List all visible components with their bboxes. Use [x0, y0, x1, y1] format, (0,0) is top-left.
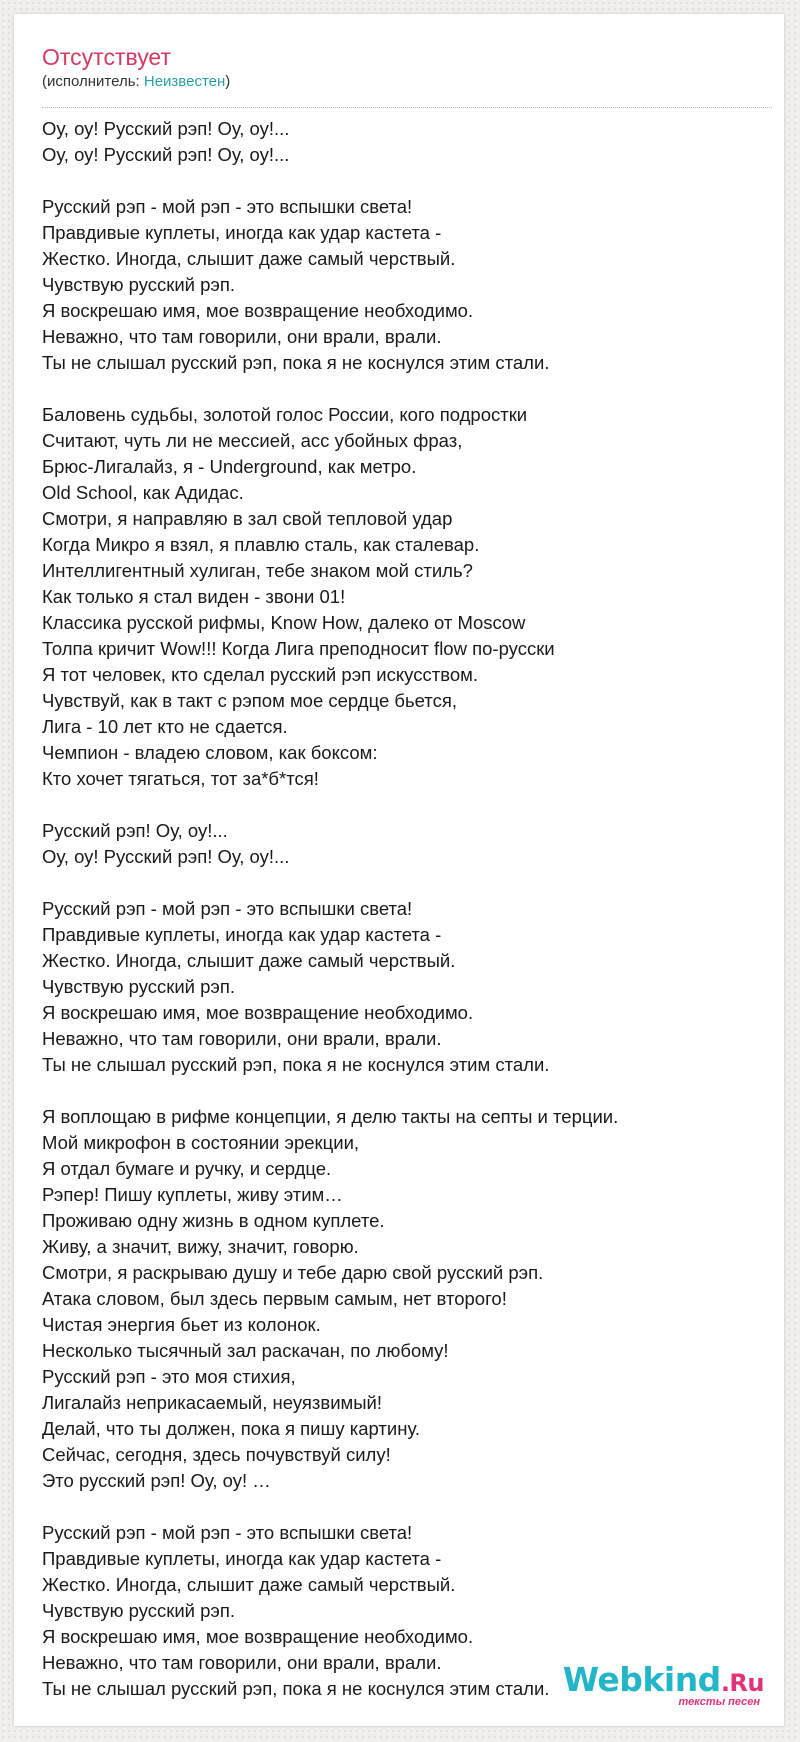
lyric-line: Old School, как Адидас. [42, 482, 244, 503]
lyric-line: Ты не слышал русский рэп, пока я не коснулся этим стали. [42, 1054, 550, 1075]
watermark-tagline: тексты песен [678, 1696, 760, 1708]
song-title: Отсутствует [42, 44, 171, 70]
lyric-line: Ты не слышал русский рэп, пока я не коснулся этим стали. [42, 1678, 550, 1699]
song-header [42, 42, 772, 92]
lyric-line: Русский рэп! Оу, оу!... [42, 820, 228, 841]
lyric-line: Правдивые куплеты, иногда как удар кастета - [42, 924, 442, 945]
lyric-line: Классика русской рифмы, Know How, далеко от Moscow [42, 612, 526, 633]
lyrics-card [14, 14, 784, 1726]
site-watermark [562, 1660, 764, 1708]
lyric-line: Русский рэп - это моя стихия, [42, 1366, 296, 1387]
lyric-line: Это русский рэп! Оу, оу! … [42, 1470, 271, 1491]
lyric-line: Я воскрешаю имя, мое возвращение необходимо. [42, 1002, 474, 1023]
lyric-line: Ты не слышал русский рэп, пока я не коснулся этим стали. [42, 352, 550, 373]
lyrics-stanza [42, 1104, 782, 1494]
lyric-line: Баловень судьбы, золотой голос России, кого подростки [42, 404, 528, 425]
lyric-line: Чистая энергия бьет из колонок. [42, 1314, 321, 1335]
header-divider [42, 107, 772, 108]
lyric-line: Жестко. Иногда, слышит даже самый черствый. [42, 248, 456, 269]
lyric-line: Чувствуй, как в такт с рэпом мое сердце бьется, [42, 690, 457, 711]
lyric-line: Чувствую русский рэп. [42, 1600, 236, 1621]
lyric-line: Смотри, я раскрываю душу и тебе дарю свой русский рэп. [42, 1262, 544, 1283]
lyric-line: Русский рэп - мой рэп - это вспышки света! [42, 1522, 413, 1543]
lyric-line: Я воскрешаю имя, мое возвращение необходимо. [42, 300, 474, 321]
lyric-line: Лигалайз неприкасаемый, неуязвимый! [42, 1392, 383, 1413]
lyric-line: Чувствую русский рэп. [42, 976, 236, 997]
lyric-line: Мой микрофон в состоянии эрекции, [42, 1132, 360, 1153]
lyric-line: Я воплощаю в рифме концепции, я делю такты на септы и терции. [42, 1106, 619, 1127]
lyric-line: Интеллигентный хулиган, тебе знаком мой стиль? [42, 560, 473, 581]
watermark-brand: Webkind [562, 1660, 721, 1699]
lyrics-stanza [42, 402, 782, 792]
lyric-line: Когда Микро я взял, я плавлю сталь, как сталевар. [42, 534, 480, 555]
lyric-line: Сейчас, сегодня, здесь почувствуй силу! [42, 1444, 391, 1465]
lyric-line: Кто хочет тягаться, тот за*б*тся! [42, 768, 319, 789]
lyric-line: Русский рэп - мой рэп - это вспышки света! [42, 196, 413, 217]
lyric-line: Атака словом, был здесь первым самым, нет второго! [42, 1288, 507, 1309]
watermark-logo [562, 1660, 764, 1699]
lyrics-stanza [42, 194, 782, 376]
lyric-line: Я тот человек, кто сделал русский рэп искусством. [42, 664, 478, 685]
lyric-line: Оу, оу! Русский рэп! Оу, оу!... [42, 846, 290, 867]
lyric-line: Чувствую русский рэп. [42, 274, 236, 295]
lyric-line: Несколько тысячный зал раскачан, по любому! [42, 1340, 449, 1361]
lyric-line: Неважно, что там говорили, они врали, врали. [42, 1028, 442, 1049]
lyric-line: Считают, чуть ли не мессией, асс убойных фраз, [42, 430, 463, 451]
lyric-line: Толпа кричит Wow!!! Когда Лига преподносит flow по-русски [42, 638, 555, 659]
lyric-line: Проживаю одну жизнь в одном куплете. [42, 1210, 385, 1231]
lyric-line: Правдивые куплеты, иногда как удар кастета - [42, 222, 442, 243]
artist-link[interactable]: Неизвестен [143, 73, 226, 90]
lyric-line: Смотри, я направляю в зал свой тепловой удар [42, 508, 453, 529]
lyric-line: Брюс-Лигалайз, я - Underground, как метро. [42, 456, 417, 477]
lyrics-stanza [42, 818, 782, 870]
artist-suffix: ) [225, 73, 231, 90]
artist-line [42, 72, 772, 92]
lyric-line: Оу, оу! Русский рэп! Оу, оу!... [42, 144, 290, 165]
lyric-line: Живу, а значит, вижу, значит, говорю. [42, 1236, 359, 1257]
lyric-line: Лига - 10 лет кто не сдается. [42, 716, 288, 737]
lyric-line: Жестко. Иногда, слышит даже самый черствый. [42, 1574, 456, 1595]
lyric-line: Неважно, что там говорили, они врали, врали. [42, 326, 442, 347]
lyrics-body [42, 116, 782, 1726]
lyric-line: Я отдал бумаге и ручку, и сердце. [42, 1158, 332, 1179]
watermark-tld: .Ru [720, 1669, 764, 1697]
lyrics-stanza [42, 116, 782, 168]
lyrics-stanza [42, 896, 782, 1078]
lyric-line: Чемпион - владею словом, как боксом: [42, 742, 378, 763]
lyric-line: Жестко. Иногда, слышит даже самый черствый. [42, 950, 456, 971]
lyric-line: Русский рэп - мой рэп - это вспышки света! [42, 898, 413, 919]
lyric-line: Я воскрешаю имя, мое возвращение необходимо. [42, 1626, 474, 1647]
artist-prefix: (исполнитель: [42, 73, 144, 90]
lyric-line: Правдивые куплеты, иногда как удар кастета - [42, 1548, 442, 1569]
lyric-line: Делай, что ты должен, пока я пишу картину. [42, 1418, 420, 1439]
lyric-line: Оу, оу! Русский рэп! Оу, оу!... [42, 118, 290, 139]
lyric-line: Как только я стал виден - звони 01! [42, 586, 346, 607]
lyric-line: Неважно, что там говорили, они врали, врали. [42, 1652, 442, 1673]
lyric-line: Рэпер! Пишу куплеты, живу этим… [42, 1184, 343, 1205]
